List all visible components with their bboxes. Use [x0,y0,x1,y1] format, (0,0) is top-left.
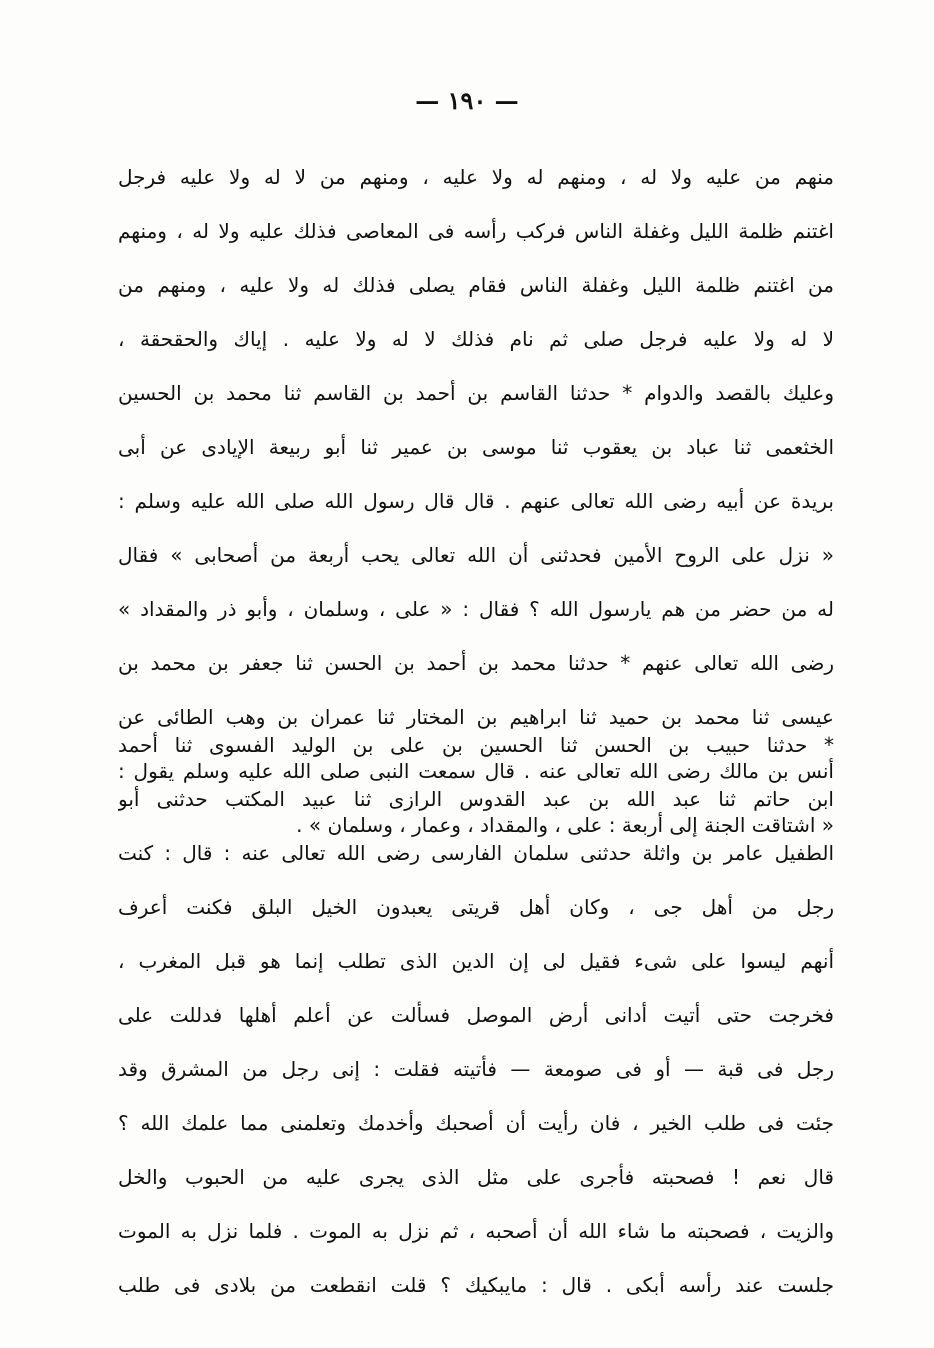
text-line: أنس بن مالك رضى الله تعالى عنه . قال سمعت النبى صلى الله عليه وسلم يقول : [118,759,834,783]
text-line: عيسى ثنا محمد بن حميد ثنا ابراهيم بن المختار ثنا عمران بن وهب الطائى عن [118,705,834,729]
text-line: ابن حاتم ثنا عبد الله بن عبد القدوس الرازى ثنا عبيد المكتب حدثنى أبو [118,787,834,811]
text-line: قال نعم ! فصحبته فأجرى على مثل الذى يجرى عليه من الحبوب والخل [118,1165,834,1189]
text-line: اغتنم ظلمة الليل وغفلة الناس فركب رأسه فى المعاصى فذلك عليه ولا له ، ومنهم [118,219,834,243]
text-line: والزيت ، فصحبته ما شاء الله أن أصحبه ، ثم نزل به الموت . فلما نزل به الموت [118,1219,834,1243]
text-line: بريدة عن أبيه رضى الله تعالى عنهم . قال قال رسول الله صلى الله عليه وسلم : [118,489,834,513]
text-line: لا له ولا عليه فرجل صلى ثم نام فذلك لا له ولا عليه . إياك والحقحقة ، [118,327,834,351]
text-line: جلست عند رأسه أبكى . قال : مايبكيك ؟ قلت انقطعت من بلادى فى طلب [118,1273,834,1297]
text-line: رجل من أهل جى ، وكان أهل قريتى يعبدون الخيل البلق فكنت أعرف [118,895,834,919]
text-line: * حدثنا حبيب بن الحسن ثنا الحسين بن على بن الوليد الفسوى ثنا أحمد [118,733,834,757]
text-line: من اغتنم ظلمة الليل وغفلة الناس فقام يصلى فذلك له ولا عليه ، ومنهم من [118,273,834,297]
text-line: الخثعمى ثنا عباد بن يعقوب ثنا موسى بن عمير ثنا أبو ربيعة الإيادى عن أبى [118,435,834,459]
text-line: الطفيل عامر بن واثلة حدثنى سلمان الفارسى رضى الله تعالى عنه : قال : كنت [118,841,834,865]
text-line: « اشتاقت الجنة إلى أربعة : على ، والمقداد ، وعمار ، وسلمان » . [296,813,834,837]
text-line: له من حضر من هم يارسول الله ؟ فقال : « على ، وسلمان ، وأبو ذر والمقداد » [118,597,834,621]
text-line: جئت فى طلب الخير ، فان رأيت أن أصحبك وأخدمك وتعلمنى مما علمك الله ؟ [118,1111,834,1135]
text-line: فخرجت حتى أتيت أدانى أرض الموصل فسألت عن أعلم أهلها فدللت على [118,1003,834,1027]
text-line: وعليك بالقصد والدوام * حدثنا القاسم بن أحمد بن القاسم ثنا محمد بن الحسين [118,381,834,405]
text-line: أنهم ليسوا على شىء فقيل لى إن الدين الذى تطلب إنما هو قبل المغرب ، [118,949,834,973]
text-line: رجل فى قبة — أو فى صومعة — فأتيته فقلت : إنى رجل من المشرق وقد [118,1057,834,1081]
text-line: رضى الله تعالى عنهم * حدثنا محمد بن أحمد بن الحسن ثنا جعفر بن محمد بن [118,651,834,675]
text-line: « نزل على الروح الأمين فحدثنى أن الله تعالى يحب أربعة من أصحابى » فقال [118,543,834,567]
text-line: منهم من عليه ولا له ، ومنهم له ولا عليه ، ومنهم من لا له ولا عليه فرجل [118,165,834,189]
paragraph-2 [118,718,834,1312]
page-number: — ١٩٠ — [415,86,519,115]
